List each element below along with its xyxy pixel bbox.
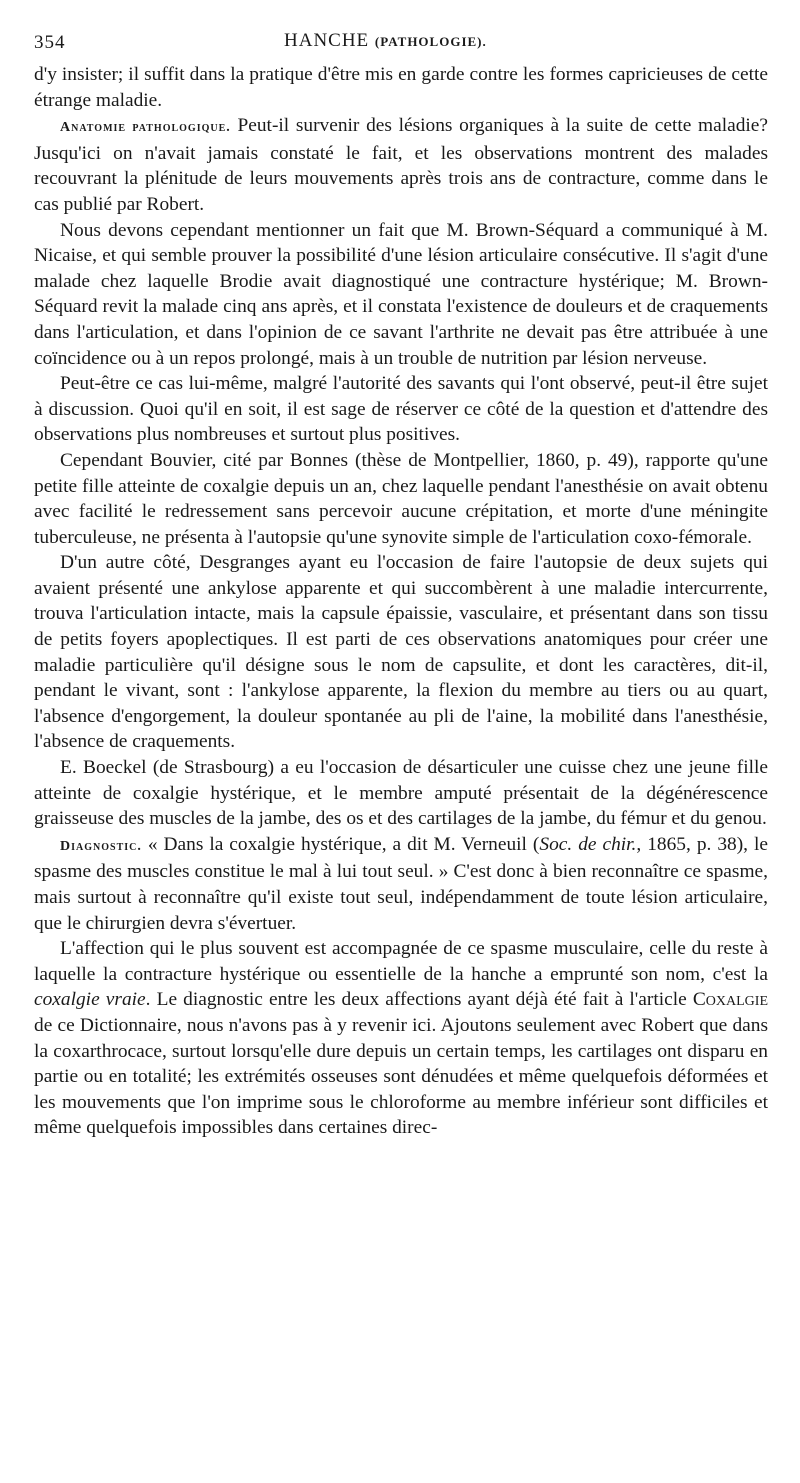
section-label-anatomie: Anatomie pathologique.	[60, 120, 231, 136]
title-sub: (PATHOLOGIE).	[374, 34, 487, 49]
title-main: HANCHE	[284, 30, 370, 51]
diagnostic-text-a: « Dans la coxalgie hystérique, a dit M. Verneuil (	[147, 833, 540, 855]
p9-text-b: . Le diagnostic entre les deux affections ayant déjà été fait à l'article	[145, 989, 687, 1011]
paragraph-diagnostic	[34, 832, 768, 936]
page-title	[284, 30, 487, 52]
section-label-diagnostic: Diagnostic.	[60, 838, 142, 854]
diagnostic-reference: Soc. de chir.	[539, 833, 637, 855]
body-text	[34, 62, 768, 1141]
paragraph-5: Cependant Bouvier, cité par Bonnes (thèse de Montpellier, 1860, p. 49), rapporte qu'une petite fille atteinte de coxalgie depuis un an, chez laquelle pendant l'anesthésie on avait obtenu avec facilité le redressement sans percevoir aucune crépitation, et morte d'une méningite tuberculeuse, ne présenta à l'autopsie qu'une synovite simple de l'articulation coxo-fémorale.	[34, 449, 768, 548]
p9-article-ref: Coxalgie	[692, 989, 768, 1011]
paragraph-3: Nous devons cependant mentionner un fait que M. Brown-Séquard a communiqué à M. Nicaise, et qui semble prouver la possibilité d'une lésion articulaire consécutive. Il s'agit d'une malade chez laquelle Brodie avait diagnostiqué une contracture hystérique; M. Brown-Séquard revit la malade cinq ans après, et il constata l'existence de douleurs et de craquements dans l'articulation, et dans l'opinion de ce savant l'arthrite ne devait pas être attribuée à une coïncidence ou à un repos prolongé, mais à un trouble de nutrition par lésion nerveuse.	[34, 219, 768, 369]
running-head	[34, 26, 768, 62]
p9-emphasis: coxalgie vraie	[34, 989, 146, 1011]
paragraph-7: E. Boeckel (de Strasbourg) a eu l'occasion de désarticuler une cuisse chez une jeune fille atteinte de coxalgie hystérique, et le membre amputé présentait de la dégénérescence graisseuse des muscles de la jambe, des os et des cartilages de la jambe, du fémur et du genou.	[34, 757, 768, 830]
p9-text-a: L'affection qui le plus souvent est accompagnée de ce spasme musculaire, celle du reste à laquelle la contracture hystérique ou essentielle de la hanche a emprunté son nom, c'est la	[34, 938, 768, 985]
paragraph-anatomie-text: Peut-il survenir des lésions organiques à la suite de cette maladie? Jusqu'ici on n'avait jamais constaté le fait, et les observations montrent des malades recouvrant la plénitude de leurs mouvements après trois ans de contracture, comme dans le cas publié par Robert.	[34, 115, 768, 215]
paragraph-1: d'y insister; il suffit dans la pratique d'être mis en garde contre les formes capricieuses de cette étrange maladie.	[34, 64, 768, 111]
paragraph-6: D'un autre côté, Desgranges ayant eu l'occasion de faire l'autopsie de deux sujets qui avaient présenté une ankylose apparente et qui succombèrent à une maladie intercurrente, trouva l'articulation intacte, mais la capsule épaissie, vasculaire, et présentant dans son tissu de petits foyers apoplectiques. Il est parti de ces observations anatomiques pour créer une maladie particulière qu'il désigne sous le nom de capsulite, et dont les caractères, dit-il, pendant le vivant, sont : l'ankylose apparente, la flexion du membre au tiers ou au quart, l'absence d'engorgement, la douleur spontanée au pli de l'aine, la mobilité dans l'anesthésie, l'absence de craquements.	[34, 552, 768, 753]
page-number: 354	[34, 32, 66, 53]
paragraph-9	[34, 936, 768, 1141]
diagnostic-text-b: , 1865, p. 38), le spasme des muscles constitue le mal à lui tout seul. » C'est donc à bien reconnaître ce spasme, mais surtout à reconnaître qu'il existe tout seul, indépendamment de toute lésion articulaire, que le chirurgien devra s'évertuer.	[34, 833, 768, 934]
paragraph-4: Peut-être ce cas lui-même, malgré l'autorité des savants qui l'ont observé, peut-il être sujet à discussion. Quoi qu'il en soit, il est sage de réserver ce côté de la question et d'attendre des observations plus nombreuses et surtout plus positives.	[34, 373, 768, 446]
document-page	[34, 26, 768, 1141]
paragraph-anatomie	[34, 113, 768, 217]
p9-text-c: de ce Dictionnaire, nous n'avons pas à y revenir ici. Ajoutons seulement avec Robert que dans la coxarthrocace, surtout lorsqu'elle dure depuis un certain temps, les cartilages ont disparu en partie ou en totalité; les extrémités osseuses sont dénudées et même quelquefois déformées et les mouvements que l'on imprime sous le chloroforme au membre inférieur sont difficiles et même quelquefois impossibles dans certaines direc-	[34, 1014, 768, 1139]
